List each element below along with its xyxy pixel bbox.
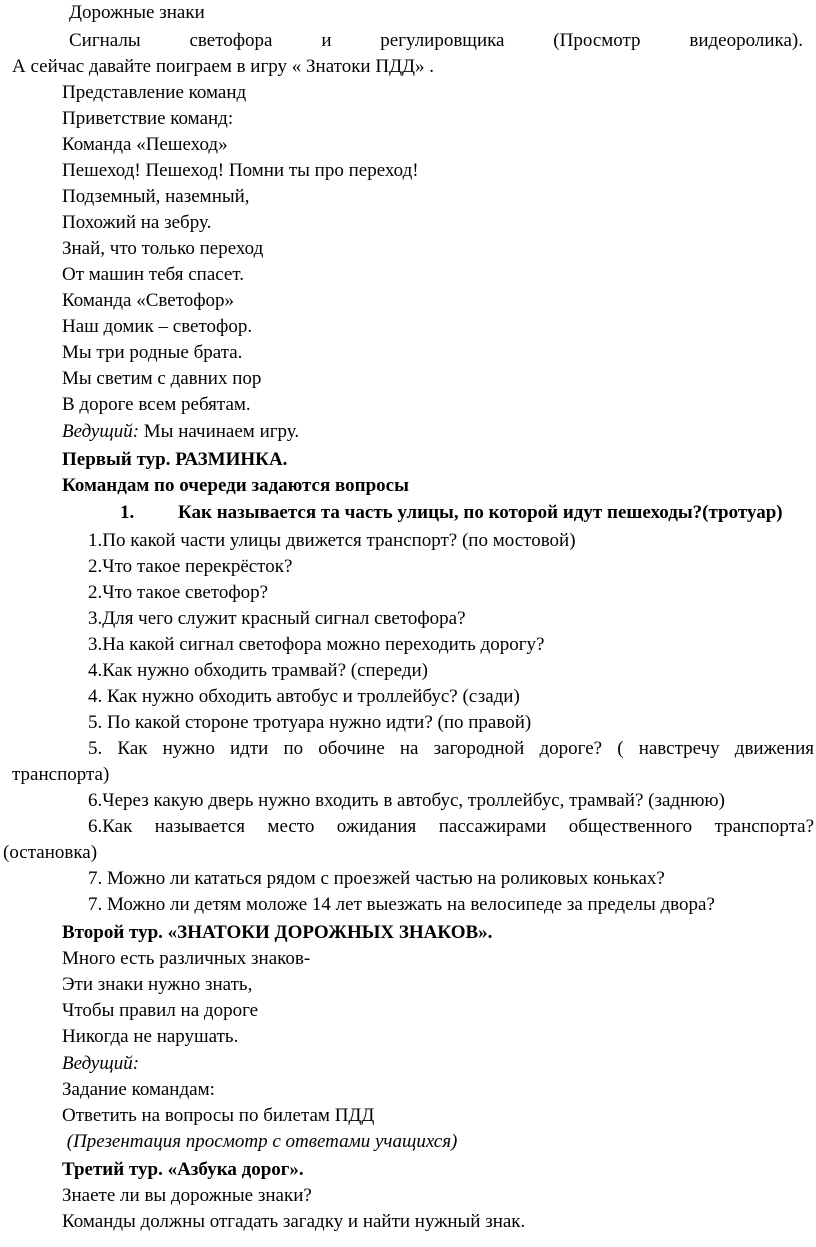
intro-line: Мы три родные брата.: [62, 342, 243, 363]
round1-title: Первый тур. РАЗМИНКА.: [62, 449, 288, 470]
host-line: [62, 420, 299, 444]
poem-line: Никогда не нарушать.: [62, 1026, 239, 1047]
intro-line: В дороге всем ребятам.: [62, 394, 251, 415]
question-5b: 5. Как нужно идти по обочине на загородной дороге? ( навстречу движения: [88, 738, 814, 759]
closing-line: Знаете ли вы дорожные знаки?: [62, 1185, 312, 1206]
question-line: 1.По какой части улицы движется транспорт? (по мостовой): [88, 530, 576, 551]
question-1-number: 1.: [120, 502, 135, 523]
intro-line: Команда «Пешеход»: [62, 134, 228, 155]
question-line: 2.Что такое светофор?: [88, 582, 269, 603]
topic-line: Дорожные знаки: [69, 2, 205, 23]
question-1: [120, 501, 783, 525]
presentation-note: (Презентация просмотр с ответами учащихся): [62, 1131, 458, 1152]
intro-line: Представление команд: [62, 82, 247, 103]
question-line: 6.Через какую дверь нужно входить в автобус, троллейбус, трамвай? (заднюю): [88, 790, 725, 811]
poem-line: Много есть различных знаков-: [62, 948, 311, 969]
host-label-2: Ведущий:: [62, 1053, 140, 1074]
question-line: 7. Можно ли кататься рядом с проезжей частью на роликовых коньках?: [88, 868, 665, 889]
host-text: Мы начинаем игру.: [139, 421, 300, 442]
closing-line: Команды должны отгадать загадку и найти нужный знак.: [62, 1211, 526, 1232]
question-line: 7. Можно ли детям моложе 14 лет выезжать на велосипеде за пределы двора?: [88, 894, 715, 915]
question-1-text: Как называется та часть улицы, по которой идут пешеходы?(тротуар): [178, 502, 783, 523]
poem-line: Эти знаки нужно знать,: [62, 974, 253, 995]
question-line: 3.Для чего служит красный сигнал светофора?: [88, 608, 466, 629]
question-line: 3.На какой сигнал светофора можно переходить дорогу?: [88, 634, 545, 655]
intro-line: От машин тебя спасет.: [62, 264, 244, 285]
intro-line: Приветствие команд:: [62, 108, 234, 129]
signals-line: Сигналы светофора и регулировщика (Просмотр видеоролика).: [69, 30, 803, 51]
round2-title: Второй тур. «ЗНАТОКИ ДОРОЖНЫХ ЗНАКОВ».: [62, 922, 493, 943]
question-line: 4. Как нужно обходить автобус и троллейбус? (сзади): [88, 686, 520, 707]
task-line: Ответить на вопросы по билетам ПДД: [62, 1105, 375, 1126]
question-5b-continuation: транспорта): [12, 764, 110, 785]
host-label: Ведущий:: [62, 421, 140, 442]
round1-subtitle: Командам по очереди задаются вопросы: [62, 475, 409, 496]
intro-line: Команда «Светофор»: [62, 290, 235, 311]
task-line: Задание командам:: [62, 1079, 215, 1100]
question-line: 2.Что такое перекрёсток?: [88, 556, 293, 577]
intro-line: Похожий на зебру.: [62, 212, 212, 233]
intro-line: Пешеход! Пешеход! Помни ты про переход!: [62, 160, 419, 181]
intro-line: Знай, что только переход: [62, 238, 264, 259]
question-6b-continuation: (остановка): [3, 842, 98, 863]
game-intro-line: А сейчас давайте поиграем в игру « Знатоки ПДД» .: [12, 56, 434, 77]
poem-line: Чтобы правил на дороге: [62, 1000, 259, 1021]
question-line: 5. По какой стороне тротуара нужно идти? (по правой): [88, 712, 532, 733]
intro-line: Наш домик – светофор.: [62, 316, 253, 337]
round3-title: Третий тур. «Азбука дорог».: [62, 1159, 304, 1180]
question-line: 4.Как нужно обходить трамвай? (спереди): [88, 660, 428, 681]
intro-line: Подземный, наземный,: [62, 186, 250, 207]
question-6b: 6.Как называется место ожидания пассажирами общественного транспорта?: [88, 816, 814, 837]
intro-line: Мы светим с давних пор: [62, 368, 262, 389]
